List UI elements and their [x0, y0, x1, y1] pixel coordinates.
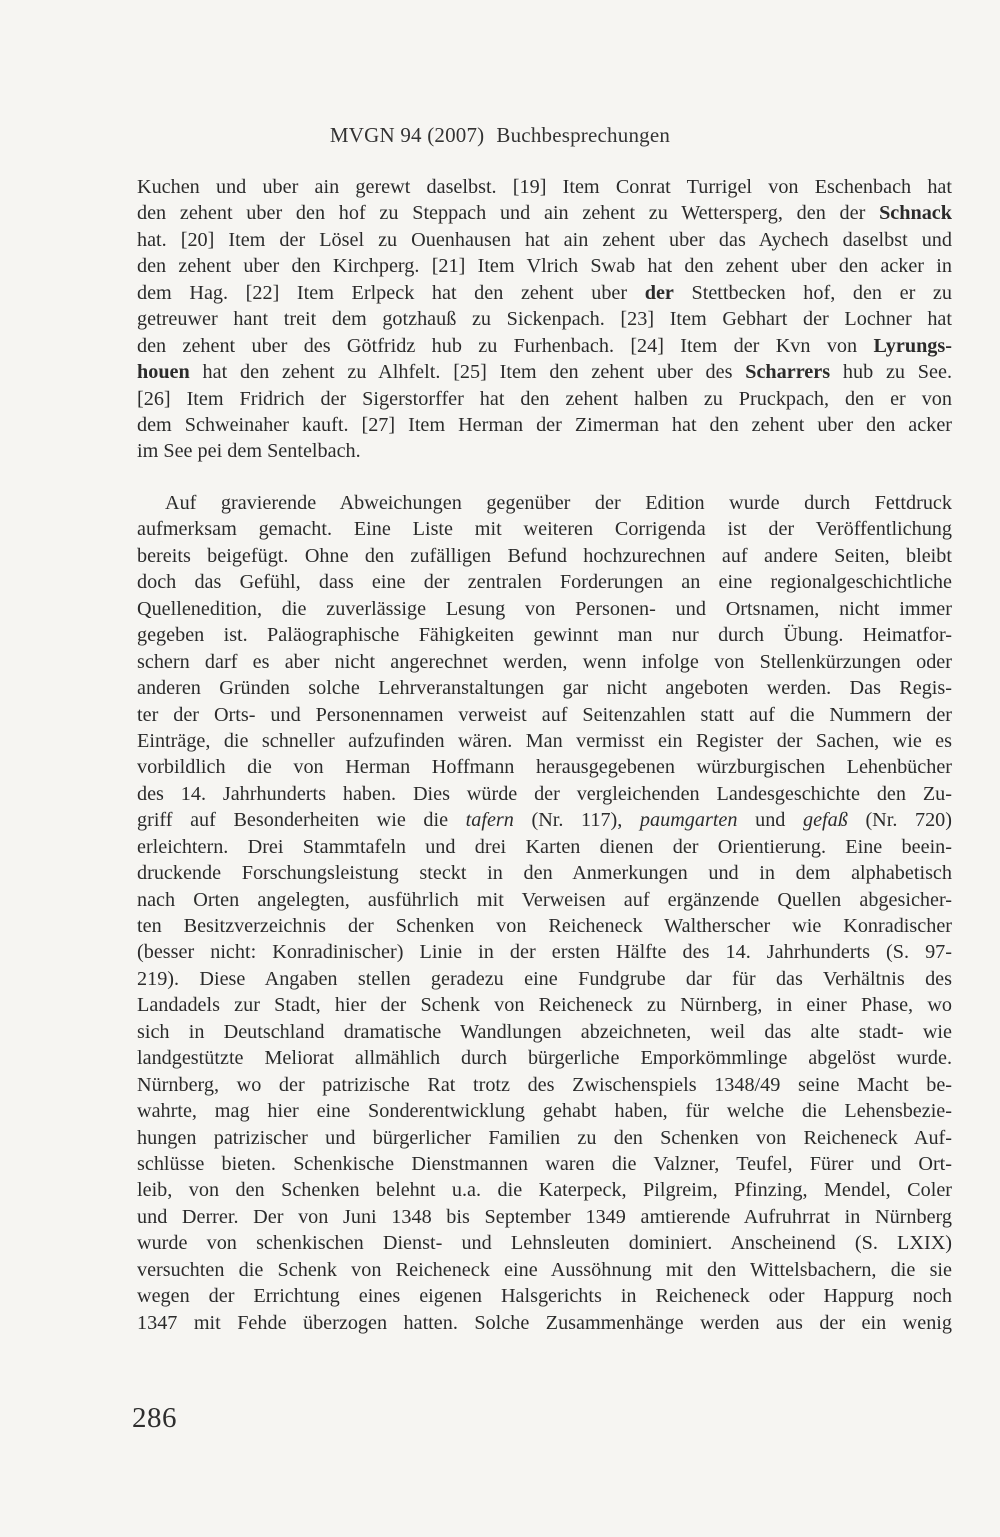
text-line: den zehent uber den hof zu Steppach und ain zehent zu Wettersperg, den der Schnack [137, 202, 952, 225]
text-line: Quellenedition, die zuverlässige Lesung von Personen- und Ortsnamen, nicht immer [137, 597, 952, 620]
text-line: vorbildlich die von Herman Hoffmann herausgegebenen würzburgischen Lehenbücher [137, 756, 952, 779]
text-line: hungen patrizischer und bürgerlicher Familien zu den Schenken von Reicheneck Auf- [137, 1126, 952, 1149]
bold-correction: Schnack [879, 202, 952, 225]
text-line: versuchten die Schenk von Reicheneck eine Aussöhnung mit den Wittelsbachern, die sie [137, 1258, 952, 1281]
text-line: leib, von den Schenken belehnt u.a. die Katerpeck, Pilgreim, Pfinzing, Mendel, Coler [137, 1179, 952, 1202]
text-line: hat. [20] Item der Lösel zu Ouenhausen hat ain zehent uber das Aychech daselbst und [137, 228, 952, 251]
text-line: wurde von schenkischen Dienst- und Lehnsleuten dominiert. Anscheinend (S. LXIX) [137, 1232, 952, 1255]
text-line: nach Orten angelegten, ausführlich mit Verweisen auf ergänzende Quellen abgesicher- [137, 888, 952, 911]
text-line: erleichtern. Drei Stammtafeln und drei Karten dienen der Orientierung. Eine beein- [137, 835, 952, 858]
paragraph-review [137, 490, 952, 1336]
text-line: den zehent uber den Kirchperg. [21] Item Vlrich Swab hat den zehent uber den acker in [137, 255, 952, 278]
text-line: bereits beigefügt. Ohne den zufälligen Befund hochzurechnen auf andere Seiten, bleibt [137, 544, 952, 567]
text-line: Kuchen und uber ain gerewt daselbst. [19] Item Conrat Turrigel von Eschenbach hat [137, 176, 952, 198]
text-line: schern darf es aber nicht angerechnet werden, wenn infolge von Stellenkürzungen oder [137, 650, 952, 673]
text-line: 219). Diese Angaben stellen geradezu eine Fundgrube dar für das Verhältnis des [137, 967, 952, 990]
italic-term: paumgarten [639, 809, 738, 832]
text-line: ten Besitzverzeichnis der Schenken von Reicheneck Waltherscher wie Konradischer [137, 915, 952, 937]
text-line: Nürnberg, wo der patrizische Rat trotz des Zwischenspiels 1348/49 seine Macht be- [137, 1073, 952, 1096]
text-line: houen hat den zehent zu Alhfelt. [25] Item den zehent uber des Scharrers hub zu See. [137, 361, 952, 384]
bold-correction: Lyrungs- [873, 334, 952, 357]
text-line: doch das Gefühl, dass eine der zentralen Forderungen an eine regionalgeschichtliche [137, 571, 952, 594]
text-line: druckende Forschungsleistung steckt in den Anmerkungen und in dem alphabetisch [137, 862, 952, 885]
text-line: und Derrer. Der von Juni 1348 bis September 1349 amtierende Aufruhrrat in Nürnberg [137, 1205, 952, 1228]
bold-correction: houen [137, 361, 190, 384]
paragraph-source-quotation [137, 174, 952, 465]
text-line: anderen Gründen solche Lehrveranstaltungen gar nicht angeboten werden. Das Regis- [137, 677, 952, 700]
text-line: 1347 mit Fehde überzogen hatten. Solche Zusammenhänge werden aus der ein wenig [137, 1311, 952, 1334]
italic-term: gefaß [802, 809, 848, 832]
text-line: den zehent uber des Götfridz hub zu Furhenbach. [24] Item der Kvn von Lyrungs- [137, 334, 952, 357]
text-line: im See pei dem Sentelbach. [137, 440, 361, 463]
text-line: Landadels zur Stadt, hier der Schenk von Reicheneck zu Nürnberg, in einer Phase, wo [137, 994, 952, 1017]
italic-term: tafern [465, 809, 514, 832]
bold-correction: der [644, 281, 674, 304]
running-header [0, 123, 1000, 148]
text-line: dem Schweinaher kauft. [27] Item Herman der Zimerman hat den zehent uber den acker [137, 413, 952, 436]
section-title: Buchbesprechungen [496, 123, 671, 147]
text-line: landgestützte Meliorat allmählich durch bürgerliche Emporkömmlinge abgelöst wurde. [137, 1047, 952, 1070]
text-line: wegen der Errichtung eines eigenen Halsgerichts in Reicheneck oder Happurg noch [137, 1285, 952, 1308]
bold-correction: Scharrers [745, 361, 831, 384]
text-line: griff auf Besonderheiten wie die tafern (Nr. 117), paumgarten und gefaß (Nr. 720) [137, 809, 952, 832]
text-line: des 14. Jahrhunderts haben. Dies würde der vergleichenden Landesgeschichte den Zu- [137, 782, 952, 805]
text-line: [26] Item Fridrich der Sigerstorffer hat den zehent halben zu Pruckpach, den er von [137, 387, 952, 410]
text-line: ter der Orts- und Personennamen verweist auf Seitenzahlen statt auf die Nummern der [137, 703, 952, 726]
text-line: Auf gravierende Abweichungen gegenüber der Edition wurde durch Fettdruck [165, 492, 952, 514]
text-line: Einträge, die schneller aufzufinden wären. Man vermisst ein Register der Sachen, wie es [137, 729, 952, 752]
text-line: dem Hag. [22] Item Erlpeck hat den zehent uber der Stettbecken hof, den er zu [137, 281, 952, 304]
text-line: wahrte, mag hier eine Sonderentwicklung gehabt haben, für welche die Lehensbezie- [137, 1100, 952, 1123]
text-line: schlüsse bieten. Schenkische Dienstmannen waren die Valzner, Teufel, Fürer und Ort- [137, 1152, 952, 1175]
journal-reference: MVGN 94 (2007) [329, 123, 485, 147]
text-line: (besser nicht: Konradinischer) Linie in der ersten Hälfte des 14. Jahrhunderts (S. 97- [137, 941, 952, 964]
text-line: aufmerksam gemacht. Eine Liste mit weiteren Corrigenda ist der Veröffentlichung [137, 518, 952, 541]
page-number: 286 [132, 1402, 177, 1434]
text-line: gegeben ist. Paläographische Fähigkeiten gewinnt man nur durch Übung. Heimatfor- [137, 624, 952, 647]
text-line: sich in Deutschland dramatische Wandlungen abzeichneten, weil das alte stadt- wie [137, 1020, 952, 1043]
text-line: getreuwer hant treit dem gotzhauß zu Sickenpach. [23] Item Gebhart der Lochner hat [137, 308, 952, 331]
